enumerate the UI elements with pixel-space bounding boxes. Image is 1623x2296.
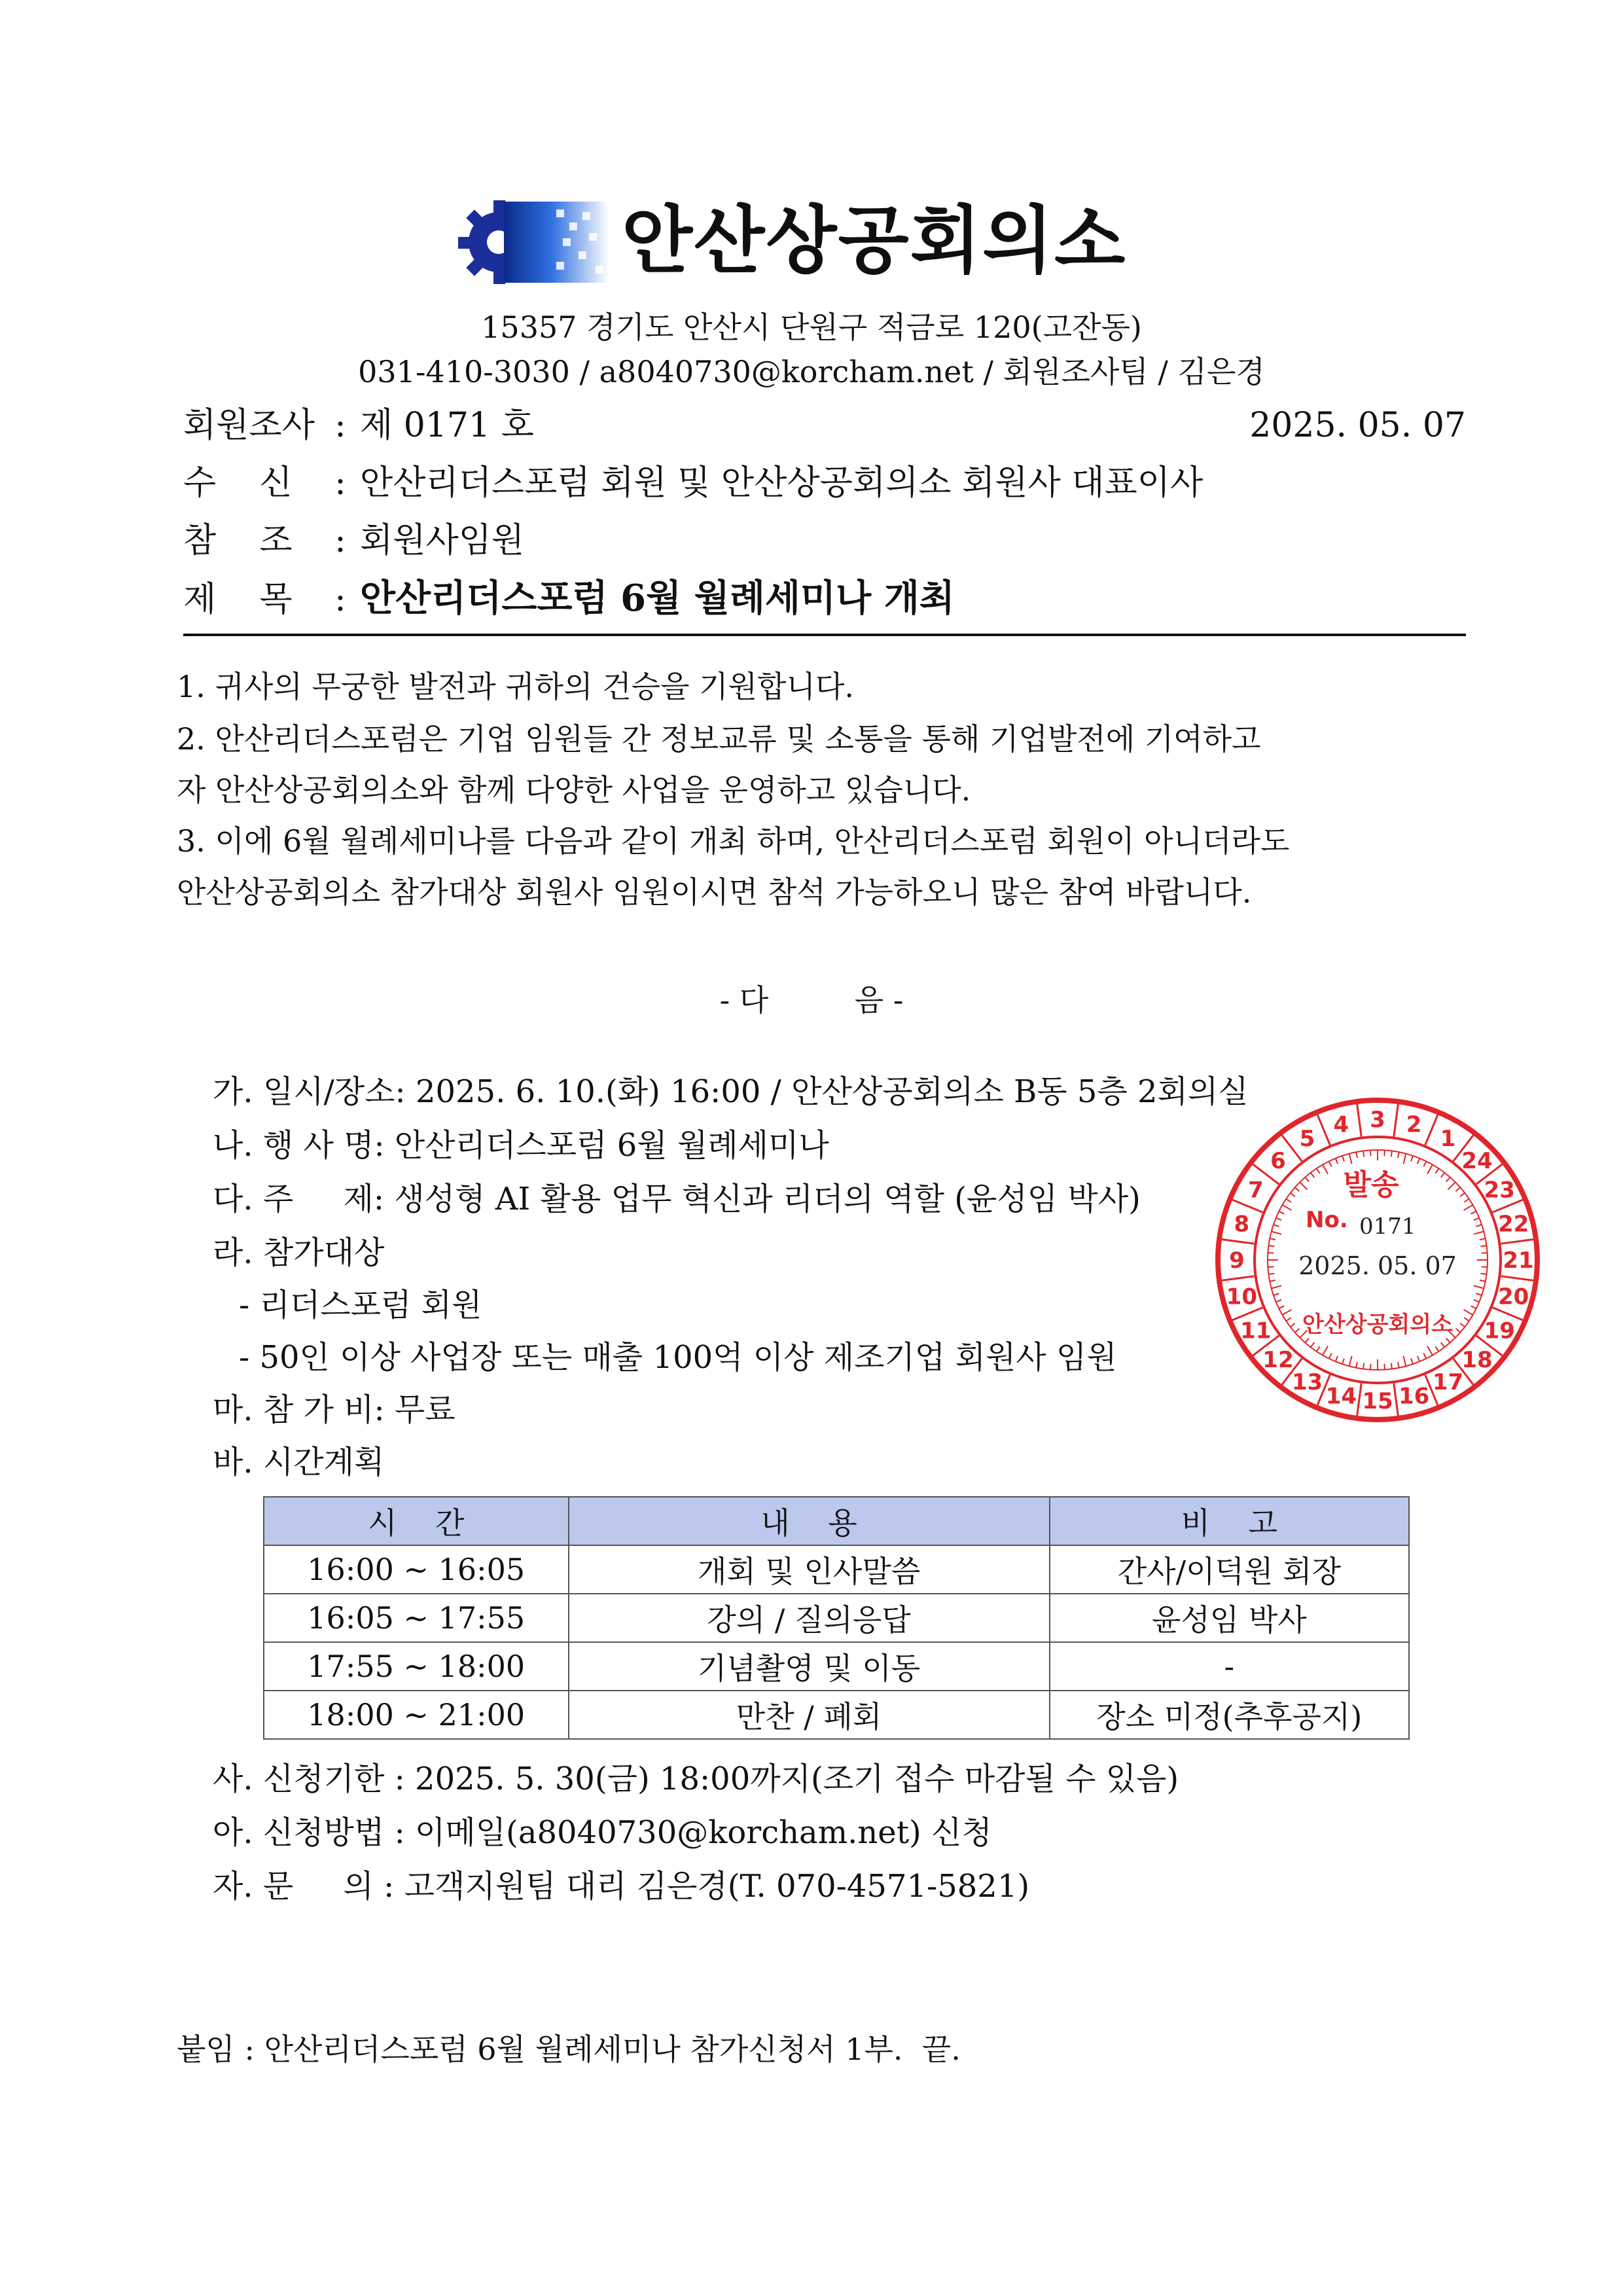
stamp-title: 발송 xyxy=(1343,1168,1399,1202)
stamp-scale-tick xyxy=(1279,1306,1284,1308)
stamp-scale-tick xyxy=(1336,1158,1338,1164)
detail-event-name: 나. 행 사 명: 안산리더스포럼 6월 월례세미나 xyxy=(213,1127,829,1164)
stamp-scale-tick xyxy=(1274,1225,1279,1227)
subject-label: 제 목 xyxy=(183,580,293,619)
stamp-scale-tick xyxy=(1391,1363,1392,1369)
stamp-scale-tick xyxy=(1474,1285,1484,1288)
stamp-dial-number: 7 xyxy=(1247,1177,1264,1204)
doc-number-row xyxy=(183,404,1466,446)
stamp-scale-tick xyxy=(1329,1354,1332,1359)
stamp-dial-number: 22 xyxy=(1498,1211,1529,1238)
stamp-dial-number: 23 xyxy=(1484,1177,1515,1204)
stamp-scale-tick xyxy=(1305,1338,1309,1343)
schedule-table xyxy=(263,1496,1410,1740)
stamp-dial-number: 24 xyxy=(1461,1147,1493,1174)
stamp-scale-tick xyxy=(1272,1285,1281,1288)
cell-time: 16:00 ~ 16:05 xyxy=(264,1545,569,1594)
cell-note: 간사/이덕원 회장 xyxy=(1050,1545,1409,1594)
cell-content: 강의 / 질의응답 xyxy=(569,1594,1050,1642)
stamp-scale-tick xyxy=(1300,1182,1307,1189)
stamp-scale-tick xyxy=(1311,1342,1314,1347)
stamp-scale-tick xyxy=(1403,1154,1406,1164)
cell-content: 기념촬영 및 이동 xyxy=(569,1642,1050,1691)
stamp-scale-tick xyxy=(1435,1168,1438,1173)
stamp-dial-divider xyxy=(1357,1104,1362,1137)
detail-schedule-heading: 바. 시간계획 xyxy=(213,1444,385,1480)
paragraph-3a: 3. 이에 6월 월례세미나를 다음과 같이 개최 하며, 안산리더스포럼 회원이 아니더라도 xyxy=(177,823,1290,859)
stamp-scale-tick xyxy=(1370,1364,1371,1370)
stamp-scale-tick xyxy=(1295,1187,1300,1191)
stamp-dial-number: 1 xyxy=(1440,1125,1456,1152)
stamp-dial-divider xyxy=(1501,1240,1533,1244)
stamp-scale-tick xyxy=(1342,1156,1344,1162)
below-heading: - 다 음 - xyxy=(719,982,904,1018)
stamp-scale-tick xyxy=(1448,1182,1455,1189)
stamp-scale-tick xyxy=(1349,1356,1352,1366)
address-line: 15357 경기도 안산시 단원구 적금로 120(고잔동) xyxy=(481,310,1142,345)
stamp-dial-number: 5 xyxy=(1299,1125,1315,1152)
stamp-scale-tick xyxy=(1480,1238,1486,1240)
subject-row xyxy=(183,577,1466,620)
cell-note: 장소 미정(추후공지) xyxy=(1050,1691,1409,1739)
stamp-scale-tick xyxy=(1283,1205,1292,1210)
table-row xyxy=(264,1691,1409,1739)
stamp-dial-number: 16 xyxy=(1398,1383,1430,1410)
stamp-scale-tick xyxy=(1286,1199,1291,1202)
colon: : xyxy=(334,580,346,619)
table-row xyxy=(264,1642,1409,1691)
stamp-scale-tick xyxy=(1398,1152,1399,1158)
stamp-scale-tick xyxy=(1474,1300,1479,1302)
stamp-scale-tick xyxy=(1274,1293,1279,1295)
stamp-scale-tick xyxy=(1276,1218,1281,1220)
stamp-dial-number: 14 xyxy=(1325,1383,1357,1410)
stamp-dial-number: 15 xyxy=(1362,1388,1393,1414)
detail-target-heading: 라. 참가대상 xyxy=(213,1234,385,1271)
stamp-scale-tick xyxy=(1411,1156,1413,1162)
detail-topic: 다. 주 제: 생성형 AI 활용 업무 혁신과 리더의 역할 (윤성임 박사) xyxy=(213,1181,1141,1217)
detail-target-1: - 리더스포럼 회원 xyxy=(239,1287,482,1323)
dispatch-stamp xyxy=(1214,1096,1541,1424)
stamp-scale-tick xyxy=(1460,1323,1465,1327)
stamp-dial-divider xyxy=(1357,1383,1362,1416)
stamp-scale-tick xyxy=(1418,1158,1419,1164)
stamp-dial-divider xyxy=(1222,1276,1255,1281)
stamp-scale-tick xyxy=(1311,1173,1314,1177)
table-row xyxy=(264,1545,1409,1594)
stamp-scale-tick xyxy=(1446,1177,1450,1182)
stamp-scale-tick xyxy=(1418,1356,1419,1361)
detail-deadline: 사. 신청기한 : 2025. 5. 30(금) 18:00까지(조기 접수 마감될 수 있음) xyxy=(213,1761,1179,1797)
stamp-scale-tick xyxy=(1305,1177,1309,1182)
stamp-scale-tick xyxy=(1342,1359,1344,1365)
stamp-scale-tick xyxy=(1441,1342,1444,1347)
stamp-scale-tick xyxy=(1270,1238,1275,1240)
stamp-dial-number: 19 xyxy=(1484,1318,1515,1344)
cell-time: 16:05 ~ 17:55 xyxy=(264,1594,569,1642)
cell-content: 만찬 / 폐회 xyxy=(569,1691,1050,1739)
gear-logo-icon xyxy=(458,196,615,288)
table-row xyxy=(264,1594,1409,1642)
stamp-scale-tick xyxy=(1391,1151,1392,1157)
stamp-scale-tick xyxy=(1272,1232,1281,1234)
org-logo xyxy=(458,196,1178,288)
reference-row xyxy=(183,520,1466,562)
stamp-dial-number: 21 xyxy=(1503,1247,1534,1274)
stamp-scale-tick xyxy=(1291,1323,1295,1327)
stamp-scale-tick xyxy=(1423,1161,1426,1166)
stamp-scale-tick xyxy=(1329,1161,1332,1166)
stamp-scale-tick xyxy=(1427,1346,1433,1355)
paragraph-3b: 안산상공회의소 참가대상 회원사 임원이시면 참석 가능하오니 많은 참여 바랍니다. xyxy=(177,874,1252,910)
stamp-dial-number: 17 xyxy=(1432,1369,1464,1396)
stamp-scale-tick xyxy=(1384,1364,1385,1370)
stamp-dial-number: 3 xyxy=(1370,1107,1385,1133)
colon: : xyxy=(334,521,346,560)
stamp-scale-tick xyxy=(1471,1306,1476,1308)
detail-datetime-place: 가. 일시/장소: 2025. 6. 10.(화) 16:00 / 안산상공회의소 B동 5층 2회의실 xyxy=(213,1073,1249,1110)
stamp-scale-tick xyxy=(1270,1280,1275,1282)
stamp-scale-tick xyxy=(1363,1363,1364,1369)
stamp-scale-tick xyxy=(1317,1346,1320,1351)
detail-method: 아. 신청방법 : 이메일(a8040730@korcham.net) 신청 xyxy=(213,1814,992,1851)
cell-time: 18:00 ~ 21:00 xyxy=(264,1691,569,1739)
stamp-scale-tick xyxy=(1464,1318,1469,1321)
stamp-dial-number: 9 xyxy=(1229,1247,1245,1274)
stamp-scale-tick xyxy=(1464,1205,1473,1210)
paragraph-2a: 2. 안산리더스포럼은 기업 임원들 간 정보교류 및 소통을 통해 기업발전에 기여하고 xyxy=(177,721,1261,757)
detail-inquiry: 자. 문 의 : 고객지원팀 대리 김은경(T. 070-4571-5821) xyxy=(213,1868,1030,1905)
paragraph-2b: 자 안산상공회의소와 함께 다양한 사업을 운영하고 있습니다. xyxy=(177,772,971,808)
colon: : xyxy=(334,406,346,445)
stamp-no-value: 0171 xyxy=(1359,1213,1416,1240)
cell-content: 개회 및 인사말씀 xyxy=(569,1545,1050,1594)
stamp-no-label: No. xyxy=(1306,1207,1348,1233)
contact-line: 031-410-3030 / a8040730@korcham.net / 회원조사팀 / 김은경 xyxy=(358,354,1265,389)
stamp-scale-tick xyxy=(1283,1310,1292,1315)
stamp-scale-tick xyxy=(1356,1152,1357,1158)
paragraph-1: 1. 귀사의 무궁한 발전과 귀하의 건승을 기원합니다. xyxy=(177,669,854,704)
stamp-scale-tick xyxy=(1279,1211,1284,1214)
stamp-scale-tick xyxy=(1363,1151,1364,1157)
stamp-scale-tick xyxy=(1460,1193,1465,1196)
stamp-dial-number: 4 xyxy=(1333,1111,1349,1138)
stamp-scale-tick xyxy=(1268,1266,1274,1267)
subject-value: 안산리더스포럼 6월 월례세미나 개최 xyxy=(360,577,955,620)
header-divider xyxy=(183,634,1466,636)
stamp-scale-tick xyxy=(1295,1329,1300,1333)
stamp-dial-number: 13 xyxy=(1291,1369,1323,1396)
colon: : xyxy=(334,463,346,503)
cell-note: 윤성임 박사 xyxy=(1050,1594,1409,1642)
stamp-scale-tick xyxy=(1403,1356,1406,1366)
stamp-scale-tick xyxy=(1474,1232,1484,1234)
stamp-scale-tick xyxy=(1370,1150,1371,1156)
org-name: 안산상공회의소 xyxy=(622,198,1127,283)
stamp-scale-tick xyxy=(1456,1329,1461,1333)
stamp-scale-tick xyxy=(1323,1346,1328,1355)
column-header-content: 내 용 xyxy=(569,1497,1050,1545)
table-header-row xyxy=(264,1497,1409,1545)
stamp-scale-tick xyxy=(1464,1199,1469,1202)
stamp-scale-tick xyxy=(1471,1211,1476,1214)
reference-value: 회원사임원 xyxy=(360,521,525,560)
stamp-dial-number: 20 xyxy=(1498,1283,1529,1310)
stamp-dial-divider xyxy=(1317,1115,1330,1145)
stamp-dial-divider xyxy=(1394,1383,1399,1416)
reference-label: 참 조 xyxy=(183,521,293,560)
stamp-dial-number: 8 xyxy=(1234,1211,1250,1238)
stamp-scale-tick xyxy=(1286,1318,1291,1321)
stamp-scale-tick xyxy=(1423,1354,1426,1359)
stamp-scale-tick xyxy=(1427,1165,1433,1174)
stamp-scale-tick xyxy=(1435,1346,1438,1351)
stamp-dial-number: 18 xyxy=(1461,1347,1493,1374)
cell-note: - xyxy=(1050,1642,1409,1691)
stamp-scale-tick xyxy=(1464,1310,1473,1315)
stamp-scale-tick xyxy=(1317,1168,1320,1173)
stamp-scale-tick xyxy=(1411,1359,1413,1365)
stamp-scale-tick xyxy=(1456,1187,1461,1191)
detail-target-2: - 50인 이상 사업장 또는 매출 100억 이상 제조기업 회원사 임원 xyxy=(239,1339,1117,1376)
doc-date: 2025. 05. 07 xyxy=(1249,406,1466,445)
stamp-scale-tick xyxy=(1476,1225,1482,1227)
stamp-dial-divider xyxy=(1222,1240,1255,1244)
stamp-dial-divider xyxy=(1394,1104,1399,1137)
stamp-scale-tick xyxy=(1474,1218,1479,1220)
stamp-scale-tick xyxy=(1476,1293,1482,1295)
stamp-scale-tick xyxy=(1398,1362,1399,1368)
stamp-scale-tick xyxy=(1356,1362,1357,1368)
stamp-dial-number: 6 xyxy=(1270,1147,1286,1174)
stamp-scale-tick xyxy=(1349,1154,1352,1164)
recipient-row xyxy=(183,462,1466,504)
recipient-label: 수 신 xyxy=(183,463,293,503)
stamp-date: 2025. 05. 07 xyxy=(1298,1251,1457,1280)
stamp-dial-number: 10 xyxy=(1226,1283,1257,1310)
stamp-scale-tick xyxy=(1482,1266,1488,1267)
cell-time: 17:55 ~ 18:00 xyxy=(264,1642,569,1691)
stamp-dial-number: 2 xyxy=(1406,1111,1422,1138)
recipient-value: 안산리더스포럼 회원 및 안산상공회의소 회원사 대표이사 xyxy=(360,463,1204,503)
stamp-dial-divider xyxy=(1425,1115,1438,1145)
stamp-scale-tick xyxy=(1276,1300,1281,1302)
stamp-scale-tick xyxy=(1446,1338,1450,1343)
stamp-scale-tick xyxy=(1384,1150,1385,1156)
stamp-scale-tick xyxy=(1291,1193,1295,1196)
stamp-dial-number: 11 xyxy=(1240,1318,1272,1344)
stamp-dial-divider xyxy=(1501,1276,1533,1281)
column-header-time: 시 간 xyxy=(264,1497,569,1545)
stamp-scale-tick xyxy=(1441,1173,1444,1177)
doc-number-value: 제 0171 호 xyxy=(360,406,534,445)
stamp-org: 안산상공회의소 xyxy=(1302,1312,1453,1338)
stamp-scale-tick xyxy=(1480,1280,1486,1282)
detail-fee: 마. 참 가 비: 무료 xyxy=(213,1391,455,1428)
attachment-line: 붙임 : 안산리더스포럼 6월 월례세미나 참가신청서 1부. 끝. xyxy=(177,2032,961,2067)
stamp-dial-number: 12 xyxy=(1262,1347,1294,1374)
stamp-scale-tick xyxy=(1323,1165,1328,1174)
stamp-scale-tick xyxy=(1336,1356,1338,1361)
doc-number-label: 회원조사 xyxy=(183,406,315,445)
column-header-note: 비 고 xyxy=(1050,1497,1409,1545)
